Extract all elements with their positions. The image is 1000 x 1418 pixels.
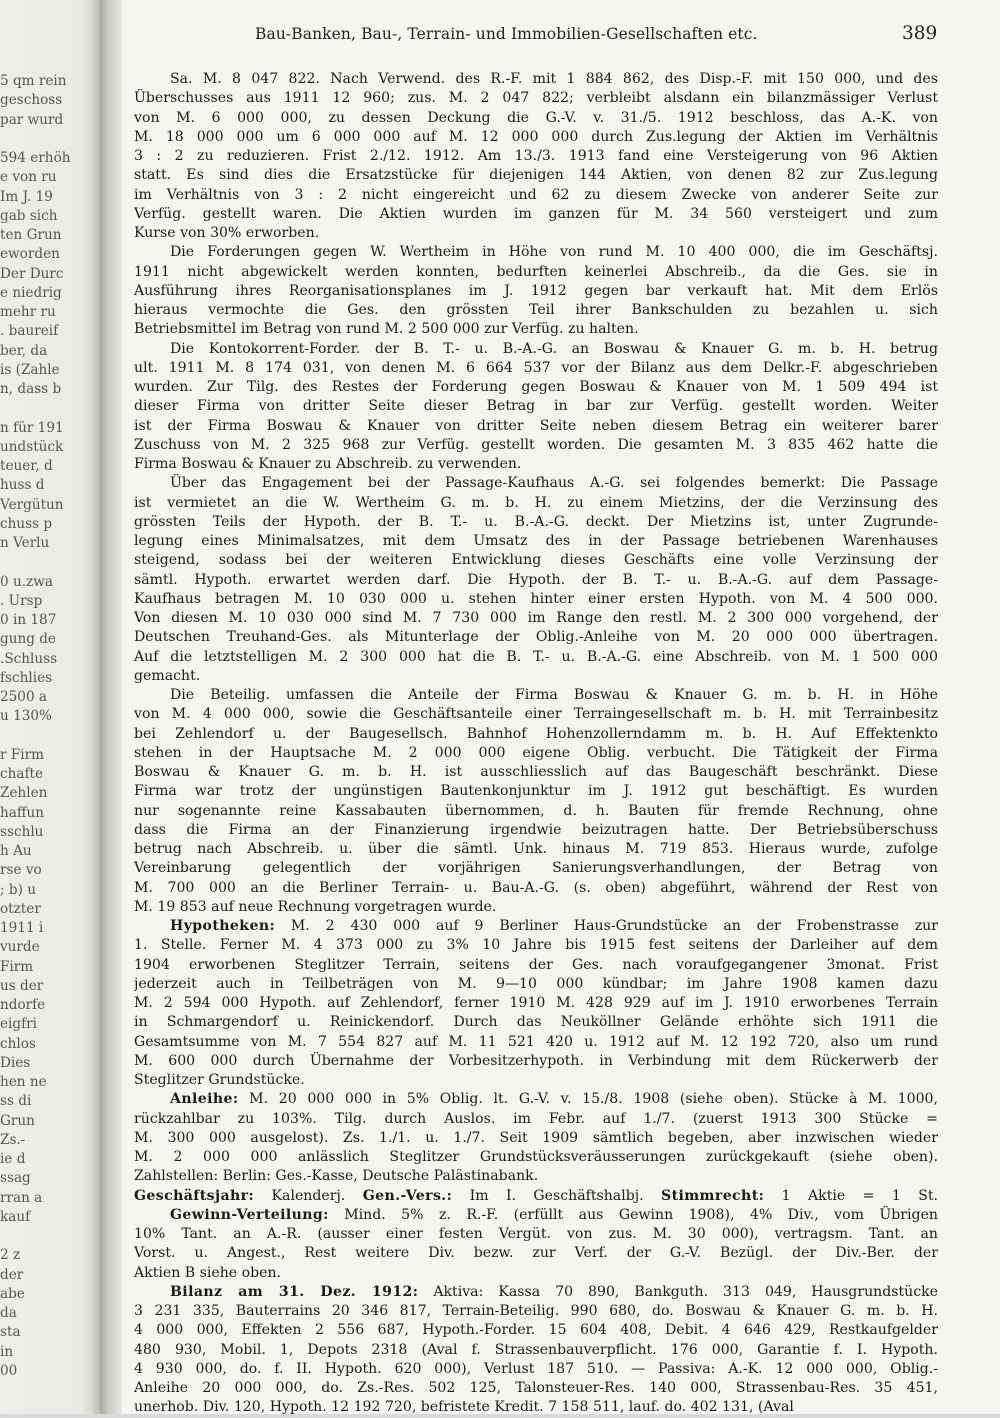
margin-fragment: n, dass b (0, 381, 62, 397)
margin-fragment: gab sich (0, 207, 58, 224)
margin-fragment: h Au (0, 843, 32, 859)
margin-fragment: Zs.- (0, 1131, 26, 1148)
text-line (134, 551, 938, 570)
text-line (134, 1379, 938, 1398)
text-line (134, 301, 938, 320)
margin-fragment: chlos (0, 1035, 36, 1052)
line-text: Aktiva: Kassa 70 890, Bankguth. 313 049, Hausgrundstücke (418, 1283, 938, 1300)
margin-fragment: der (0, 1266, 24, 1283)
text-line (134, 224, 938, 243)
line-text: M. 300 000 ausgelost). Zs. 1./1. u. 1./7. Seit 1909 sämtlich begeben, aber inzwischen wieder (134, 1129, 938, 1146)
margin-fragment: haffun (0, 804, 45, 821)
text-line (134, 89, 938, 108)
line-text: Über das Engagement bei der Passage-Kaufhaus A.-G. sei folgendes bemerkt: Die Passage (170, 475, 938, 492)
margin-fragment: eworden (0, 246, 60, 263)
text-line (134, 821, 938, 840)
section-label: Hypotheken: (170, 918, 276, 934)
margin-fragment: huss d (0, 477, 45, 494)
section-text: Im I. Geschäftshalbj. (452, 1187, 661, 1204)
text-line (134, 186, 938, 205)
line-text: 10% Tant. an A.-R. (ausser einer festen Vergüt. von zus. M. 30 000), vertragsm. Tant. an (134, 1226, 938, 1242)
text-line (134, 609, 938, 628)
line-text: gemacht. (134, 667, 201, 684)
section-label: Gewinn-Verteilung: (170, 1206, 329, 1223)
line-text: Firma Boswau & Knauer zu Abschreib. zu verwenden. (134, 456, 522, 472)
margin-fragment: . Ursp (0, 592, 43, 609)
margin-fragment: ss di (0, 1093, 32, 1110)
text-line (134, 513, 938, 532)
line-text: M. 700 000 an die Berliner Terrain- u. Bau-A.-G. (s. oben) abgeführt, während der Rest von (134, 879, 938, 896)
line-text: M. 19 853 auf neue Rechnung vorgetragen wurde. (134, 898, 497, 915)
section-label: Bilanz am 31. Dez. 1912: (170, 1283, 419, 1300)
margin-fragment: Vergütun (0, 496, 64, 513)
line-text: 4 930 000, do. f. II. Hypoth. 620 000), Verlust 187 510. — Passiva: A.-K. 12 000 000, Oblig.- (134, 1360, 938, 1377)
line-text: ult. 1911 M. 8 174 031, von denen M. 6 664 537 vor der Bilanz aus dem Delkr.-F. abgeschrieben (134, 359, 938, 376)
margin-fragment: hen ne (0, 1074, 47, 1090)
text-line (134, 705, 938, 724)
line-text: Verfüg. gestellt waren. Die Aktien wurden im ganzen für M. 34 560 versteigert und zum (134, 205, 938, 222)
line-text: stehen in der Hauptsache M. 2 000 000 eigene Oblig. verbucht. Die Tätigkeit der Firma (134, 744, 938, 761)
text-line (134, 359, 938, 378)
section-label: Gen.-Vers.: (362, 1187, 453, 1204)
text-line (134, 1013, 938, 1032)
line-text: 1904 erworbenen Steglitzer Terrain, seitens der Ges. nach voraufgegangener 3monat. Frist (134, 956, 938, 973)
margin-fragment: 2500 a (0, 689, 48, 705)
line-text: Die Beteilig. umfassen die Anteile der Firma Boswau & Knauer G. m. b. H. in Höhe (170, 687, 938, 703)
line-text: Zahlstellen: Berlin: Ges.-Kasse, Deutsche Palästinabank. (134, 1168, 539, 1185)
margin-fragment: chuss p (0, 515, 53, 532)
text-line (134, 917, 938, 936)
margin-fragment: ten Grun (0, 227, 62, 243)
line-text: dieser Firma von dritter Seite dieser Betrag in bar zur Verfüg. gestellt worden. Weiter (134, 398, 938, 415)
margin-fragment: ndorfe (0, 997, 46, 1013)
line-text: Firma war trotz der ungünstigen Bautenkonjunktur im J. 1912 gut beschäftigt. Es wurden (134, 783, 938, 800)
margin-fragment: r Firm (0, 746, 44, 763)
line-text: 480 930, Mobil. 1, Depots 2318 (Aval f. Strassenbauverpflicht. 176 000, Garantie f. I. Hypoth. (134, 1341, 938, 1358)
margin-fragment: Dies (0, 1054, 31, 1071)
line-text: M. 2 000 000 anlässlich Steglitzer Grundstücksveräusserungen zurückgekauft (siehe oben). (134, 1149, 938, 1165)
text-line (134, 686, 938, 705)
text-line (134, 725, 938, 744)
line-text: betrug nach Abschreib. u. über die sämtl. Unk. hinaus M. 719 853. Hieraus wurde, zufolge (134, 841, 938, 857)
text-line (134, 1206, 938, 1225)
text-line (134, 1360, 938, 1379)
margin-fragment: n für 191 (0, 419, 64, 436)
line-text: dass die Firma an der Finanzierung irgendwie beizutragen hatte. Der Betriebsüberschuss (134, 821, 938, 838)
line-text: unerhob. Div. 120, Hypoth. 12 192 720, befristete Kredit. 7 158 511, lauf. do. 402 131, (Aval (134, 1399, 794, 1416)
margin-fragment: eigfri (0, 1016, 37, 1033)
text-line (134, 205, 938, 224)
text-line (134, 1167, 938, 1186)
line-text: Überschusses aus 1911 12 960; zus. M. 2 047 822; verbleibt alsdann ein bilanzmässiger Verlust (134, 90, 938, 107)
text-line (134, 494, 938, 513)
section-text: Kalenderj. (254, 1187, 363, 1204)
line-text: Kurse von 30% erworben. (134, 225, 320, 241)
section-text: 1 Aktie = 1 St. (764, 1187, 938, 1204)
margin-fragment: 594 erhöh (0, 150, 71, 166)
text-line (134, 455, 938, 474)
text-line (134, 571, 938, 590)
text-line (134, 859, 938, 878)
page-number: 389 (902, 23, 938, 44)
line-text: Mind. 5% z. R.-F. (erfüllt aus Gewinn 1908), 4% Div., vom Übrigen (328, 1206, 938, 1223)
text-line (134, 898, 938, 917)
text-line (134, 1398, 938, 1417)
margin-fragment: 0 u.zwa (0, 573, 53, 590)
line-text: von M. 4 000 000, sowie die Geschäftsanteile einer Terraingesellschaft m. b. H. mit Terrainbesitz (134, 706, 938, 723)
text-line (134, 1033, 938, 1052)
line-text: hieraus vermochte die Ges. den grössten Teil ihrer Bankschulden zu bezahlen u. sich (134, 302, 938, 318)
margin-fragment: chafte (0, 766, 44, 782)
text-line (134, 840, 938, 859)
text-line (134, 1225, 938, 1244)
text-line (134, 320, 938, 339)
margin-fragment: sta (0, 1324, 21, 1341)
text-line (134, 1187, 938, 1206)
text-line (134, 243, 938, 262)
text-line (134, 340, 938, 359)
text-line (134, 879, 938, 898)
text-line (134, 667, 938, 686)
running-title: Bau-Banken, Bau-, Terrain- und Immobilien-Gesellschaften etc. (255, 25, 758, 43)
line-text: Sa. M. 8 047 822. Nach Verwend. des R.-F. mit 1 884 862, des Disp.-F. mit 150 000, und des (170, 71, 938, 87)
margin-fragment: 00 (0, 1362, 18, 1379)
text-line (134, 1052, 938, 1071)
line-text: nur sogenannte reine Kassabauten übernommen, d. h. Bauten für fremde Rechnung, ohne (134, 802, 938, 819)
margin-fragment: ; b) u (0, 881, 36, 898)
text-line (134, 744, 938, 763)
margin-fragment: teuer, d (0, 458, 53, 474)
margin-fragment: ber, da (0, 342, 48, 359)
line-text: 1911 nicht abgewickelt werden konnten, bedurften keinerlei Abschreib., da die Ges. sie in (134, 263, 938, 280)
line-text: Kaufhaus betragen M. 10 030 000 u. stehen hinter einer ersten Hypoth. von M. 4 500 000. (134, 590, 938, 607)
margin-fragment: e niedrig (0, 284, 62, 301)
text-line (134, 1148, 938, 1167)
text-line (134, 378, 938, 397)
line-text: Deutschen Treuhand-Ges. als Mitunterlage der Oblig.-Anleihe von M. 20 000 000 übertragen. (134, 629, 938, 646)
margin-fragment: in (0, 1343, 14, 1360)
text-line (134, 282, 938, 301)
line-text: Ausführung ihres Reorganisationsplanes im J. 1912 gegen bar verkauft hat. Mit dem Erlös (134, 282, 938, 299)
text-line (134, 1244, 938, 1263)
line-text: bei Zehlendorf u. der Baugesellsch. Bahnhof Hohenzollerndamm m. b. H. Auf Effektenkto (134, 725, 938, 742)
text-line (134, 1321, 938, 1340)
line-text: 1. Stelle. Ferner M. 4 373 000 zu 3% 10 Jahre bis 1915 fest seitens der Darleiher auf dem (134, 937, 938, 954)
text-line (134, 436, 938, 455)
margin-fragment: Grun (0, 1112, 35, 1129)
text-line (134, 263, 938, 282)
margin-fragment: ssag (0, 1170, 31, 1187)
line-text: 3 231 335, Bauterrains 20 346 817, Terrain-Beteilig. 990 680, do. Boswau & Knauer G. m. b. H. (134, 1303, 938, 1319)
text-line (134, 1283, 938, 1302)
previous-page-margin (0, 0, 100, 1414)
margin-fragment: rran a (0, 1189, 43, 1206)
margin-fragment: .Schluss (0, 650, 58, 667)
text-line (134, 975, 938, 994)
text-line (134, 166, 938, 185)
margin-fragment: 2 z (0, 1247, 21, 1264)
line-text: ist vermietet an die W. Wertheim G. m. b. H. zu einem Mietzins, der die Verzinsung des (134, 494, 938, 511)
line-text: jederzeit auch in Teilbeträgen von M. 9—10 000 kündbar; im Jahre 1908 kamen dazu (134, 975, 938, 992)
text-line (134, 474, 938, 493)
text-line (134, 763, 938, 782)
text-line (134, 802, 938, 821)
line-text: Die Kontokorrent-Forder. der B. T.- u. B.-A.-G. an Boswau & Knauer G. m. b. H. betrug (170, 340, 938, 357)
line-text: M. 2 594 000 Hypoth. auf Zehlendorf, ferner 1910 M. 428 929 auf im J. 1910 erworbenes Terrain (134, 995, 938, 1011)
line-text: Boswau & Knauer G. m. b. H. ist ausschliesslich auf das Baugeschäft beschränkt. Diese (134, 764, 938, 780)
line-text: sämtl. Hypoth. erwartet werden darf. Die Hypoth. der B. T.- u. B.-A.-G. auf dem Passage- (134, 571, 938, 588)
margin-fragment: 0 in 187 (0, 612, 57, 628)
text-line (134, 417, 938, 436)
text-line (134, 648, 938, 667)
main-text (134, 70, 938, 1418)
margin-fragment: rse vo (0, 862, 42, 879)
line-text: Gesamtsumme von M. 7 554 827 auf M. 11 521 420 u. 1912 auf M. 12 192 720, also um rund (134, 1033, 938, 1050)
line-text: 3 : 2 zu reduzieren. Frist 2./12. 1912. Am 13./3. 1913 fand eine Versteigerung von 96 Aktien (134, 148, 938, 164)
text-line (134, 109, 938, 128)
line-text: Zuschuss von M. 2 325 968 zur Verfüg. gestellt worden. Die gesamten M. 3 835 462 hatte die (134, 436, 938, 453)
margin-fragment: us der (0, 977, 44, 994)
margin-fragment: da (0, 1305, 17, 1321)
margin-fragment: mehr ru (0, 304, 56, 320)
line-text: rückzahlbar zu 103%. Tilg. durch Auslos. im Febr. auf 1./7. (zuerst 1913 300 Stücke = (134, 1110, 938, 1127)
line-text: grössten Teils der Hypoth. der B. T.- u. B.-A.-G. deckt. Der Mietzins ist, unter Zugrunde- (134, 513, 938, 530)
line-text: im Verhältnis von 3 : 2 nicht eingereicht und 62 zu diesem Zwecke von anderer Seite zur (134, 186, 938, 203)
line-text: M. 18 000 000 um 6 000 000 auf M. 12 000 000 durch Zus.legung der Aktien im Verhältnis (134, 128, 938, 145)
margin-fragment: u 130% (0, 708, 52, 725)
margin-fragment: 1911 i (0, 920, 44, 936)
text-line (134, 1090, 938, 1109)
text-line (134, 1264, 938, 1283)
margin-fragment: n Verlu (0, 535, 50, 551)
margin-fragment: abe (0, 1285, 25, 1302)
margin-fragment: is (Zahle (0, 361, 60, 378)
text-line (134, 628, 938, 647)
line-text: Steglitzer Grundstücke. (134, 1072, 305, 1088)
text-line (134, 1302, 938, 1321)
margin-fragment: e von ru (0, 169, 57, 186)
line-text: 4 000 000, Effekten 2 556 687, Hypoth.-Forder. 15 604 408, Debit. 4 646 429, Restkaufgelder (134, 1322, 938, 1339)
line-text: Die Forderungen gegen W. Wertheim in Höhe von rund M. 10 400 000, die im Geschäftsj. (170, 244, 938, 261)
book-gutter (100, 0, 122, 1414)
margin-fragment: Zehlen (0, 785, 48, 802)
margin-fragment: Der Durc (0, 265, 64, 282)
line-text: Vereinbarung gelegentlich der vorjährigen Sanierungsverhandlungen, der Betrag von (134, 860, 938, 877)
margin-fragment: gung de (0, 631, 56, 648)
text-line (134, 956, 938, 975)
text-line (134, 128, 938, 147)
text-line (134, 70, 938, 89)
line-text: M. 2 430 000 auf 9 Berliner Haus-Grundstücke an der Frobenstrasse zur (275, 918, 938, 934)
margin-fragment: otzter (0, 900, 41, 917)
text-line (134, 397, 938, 416)
line-text: Von diesen M. 10 030 000 sind M. 7 730 000 im Range den restl. M. 2 300 000 vorgehend, der (134, 610, 938, 626)
margin-fragment: par wurd (0, 111, 64, 128)
section-label: Geschäftsjahr: (134, 1187, 255, 1204)
margin-fragment: fschlies (0, 669, 53, 686)
margin-fragment: sschlu (0, 823, 44, 840)
text-line (134, 1129, 938, 1148)
margin-fragment: ie d (0, 1151, 26, 1167)
margin-fragment: . baureif (0, 323, 59, 340)
text-line (134, 147, 938, 166)
line-text: wurden. Zur Tilg. des Restes der Forderung gegen Boswau & Knauer von M. 1 509 494 ist (134, 379, 938, 395)
line-text: steigend, sodass bei der weiteren Entwicklung dieses Geschäfts eine volle Verzinsung der (134, 552, 938, 569)
line-text: Aktien B siehe oben. (134, 1264, 282, 1281)
text-line (134, 994, 938, 1013)
text-line (134, 590, 938, 609)
line-text: Betriebsmittel im Betrag von rund M. 2 500 000 zur Verfüg. zu halten. (134, 321, 639, 338)
text-line (134, 532, 938, 551)
text-line (134, 1341, 938, 1360)
line-text: M. 20 000 000 in 5% Oblig. lt. G.-V. v. 15./8. 1908 (siehe oben). Stücke à M. 1000, (238, 1091, 938, 1108)
text-line (134, 1071, 938, 1090)
text-line (134, 936, 938, 955)
line-text: M. 600 000 durch Übernahme der Vorbesitzerhypoth. in Verbindung mit dem Rückerwerb der (134, 1052, 938, 1069)
margin-fragment: vurde (0, 939, 40, 956)
margin-fragment: Im J. 19 (0, 188, 53, 205)
line-text: Auf die letztstelligen M. 2 300 000 hat die B. T.- u. B.-A.-G. eine Abschreib. von M. 1 500 000 (134, 648, 938, 665)
margin-fragment: 5 qm rein (0, 73, 67, 89)
line-text: Anleihe 20 000 000, do. Zs.-Res. 502 125, Talonsteuer-Res. 140 000, Strassenbau-Res. 35 451, (134, 1380, 938, 1396)
section-label: Stimmrecht: (661, 1187, 765, 1204)
line-text: ist der Firma Boswau & Knauer von dritter Seite neben diesem Betrag ein weiterer barer (134, 417, 938, 434)
margin-fragment: Firm (0, 958, 34, 975)
section-label: Anleihe: (170, 1091, 239, 1108)
line-text: in Schmargendorf u. Reinickendorf. Durch das Neuköllner Gelände erhöhte sich 1911 die (134, 1014, 938, 1031)
margin-fragment: kauf (0, 1208, 31, 1225)
line-text: Vorst. u. Angest., Rest weitere Div. bezw. zur Verf. der G.-V. Bezügl. der Div.-Ber. der (134, 1245, 938, 1262)
line-text: statt. Es sind dies die Ersatzstücke für diejenigen 144 Aktien, von denen 82 zur Zus.legung (134, 167, 938, 184)
margin-fragment: geschoss (0, 92, 63, 109)
text-line (134, 782, 938, 801)
line-text: von M. 6 000 000, zu dessen Deckung die G.-V. v. 31./5. 1912 beschloss, das A.-K. von (134, 109, 938, 126)
line-text: legung eines Minimalsatzes, mit dem Umsatz des in der Passage betriebenen Warenhauses (134, 533, 938, 549)
text-line (134, 1110, 938, 1129)
margin-fragment: undstück (0, 438, 64, 455)
